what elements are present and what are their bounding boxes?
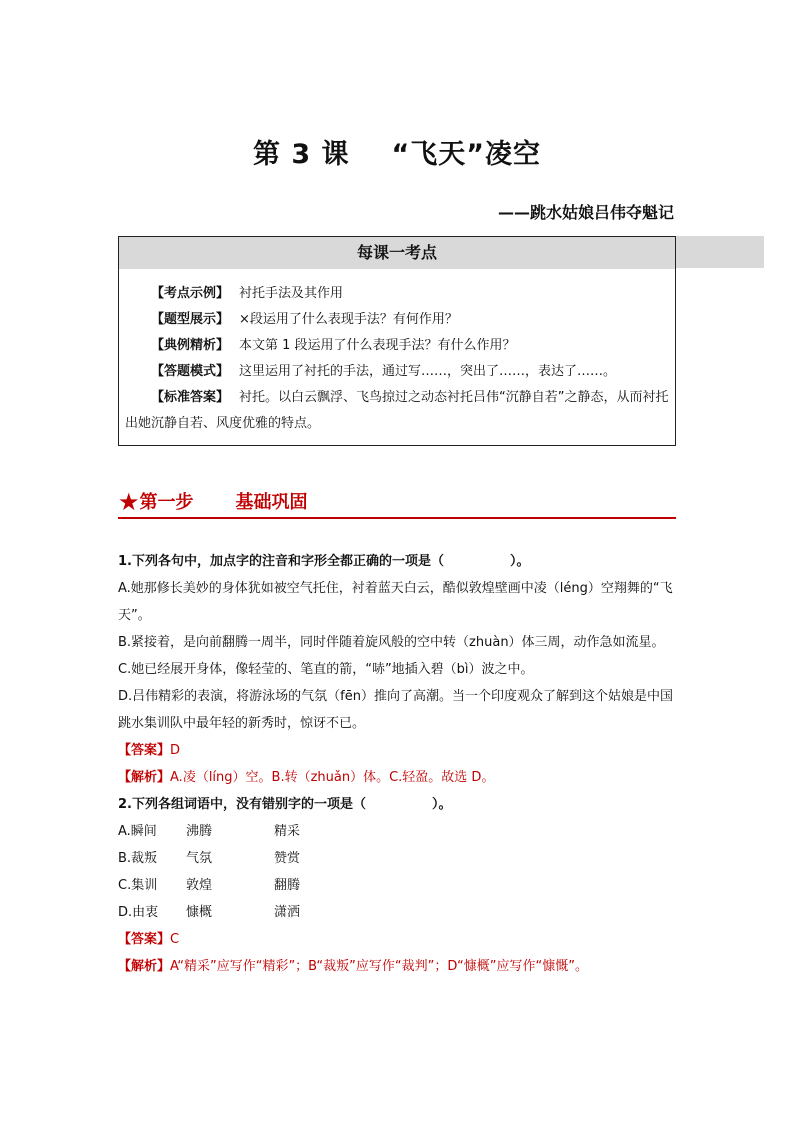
kaodian-label: 【典例精析】 [151,338,230,353]
answer: 【答案】C [118,932,180,947]
analysis: 【解析】A.凌（líng）空。B.转（zhuǎn）体。C.轻盈。故选 D。 [118,770,495,785]
star-icon: ★ [118,488,140,516]
step-divider [118,517,676,519]
questions [118,548,676,980]
answer: 【答案】D [118,743,181,758]
kaodian-label: 【标准答案】 [151,390,230,405]
kaodian-header: 每课一考点 [119,237,675,269]
kaodian-text: 本文第 1 段运用了什么表现手法？有什么作用？ [239,338,516,353]
question-stem: 1.下列各句中，加点字的注音和字形全都正确的一项是（ ）。 [118,554,530,569]
kaodian-label: 【答题模式】 [151,364,230,379]
step-title: 基础巩固 [235,492,308,513]
kaodian-text: 衬托。以白云飘浮、飞鸟掠过之动态衬托吕伟“沉静自若”之静态，从而衬托出她沉静自若、风度优雅的特点。 [125,390,669,431]
word-option: C.集训 敦煌 翻腾 [118,878,301,893]
kaodian-text: 这里运用了衬托的手法，通过写……，突出了……，表达了……。 [239,364,617,379]
question-stem: 2.下列各组词语中，没有错别字的一项是（ ）。 [118,797,452,812]
lesson-title [0,132,794,171]
kaodian-row [125,307,669,333]
header-band-extension [676,236,764,268]
kaodian-box [118,236,676,446]
kaodian-row [125,333,669,359]
option: B.紧接着，是向前翻腾一周半，同时伴随着旋风般的空中转（zhuàn）体三周，动作急如流星。 [118,635,665,650]
step-heading [118,488,676,516]
word-option: B.裁叛 气氛 赞赏 [118,851,301,866]
kaodian-row [125,385,669,437]
kaodian-body [119,269,675,437]
option: D.吕伟精彩的表演，将游泳场的气氛（fēn）推向了高潮。当一个印度观众了解到这个姑娘是中国跳水集训队中最年轻的新秀时，惊讶不已。 [118,689,673,731]
kaodian-label: 【题型展示】 [151,312,230,327]
step-label: 第一步 [139,492,194,513]
kaodian-text: 衬托手法及其作用 [239,286,344,301]
kaodian-row [125,281,669,307]
option: A.她那修长美妙的身体犹如被空气托住，衬着蓝天白云，酷似敦煌壁画中凌（léng）空翔舞的“飞天”。 [118,581,673,623]
lesson-name: “飞天”凌空 [391,139,542,170]
word-option: A.瞬间 沸腾 精采 [118,824,301,839]
kaodian-label: 【考点示例】 [151,286,230,301]
kaodian-text: ×段运用了什么表现手法？有何作用？ [239,312,458,327]
kaodian-row [125,359,669,385]
lesson-number: 第 3 课 [252,139,350,170]
analysis: 【解析】A“精采”应写作“精彩”；B“裁叛”应写作“裁判”；D“慷概”应写作“慷慨”。 [118,959,588,974]
lesson-subtitle: ——跳水姑娘吕伟夺魁记 [497,203,674,222]
option: C.她已经展开身体，像轻莹的、笔直的箭，“哧”地插入碧（bì）波之中。 [118,662,534,677]
word-option: D.由衷 慷概 潇洒 [118,905,301,920]
